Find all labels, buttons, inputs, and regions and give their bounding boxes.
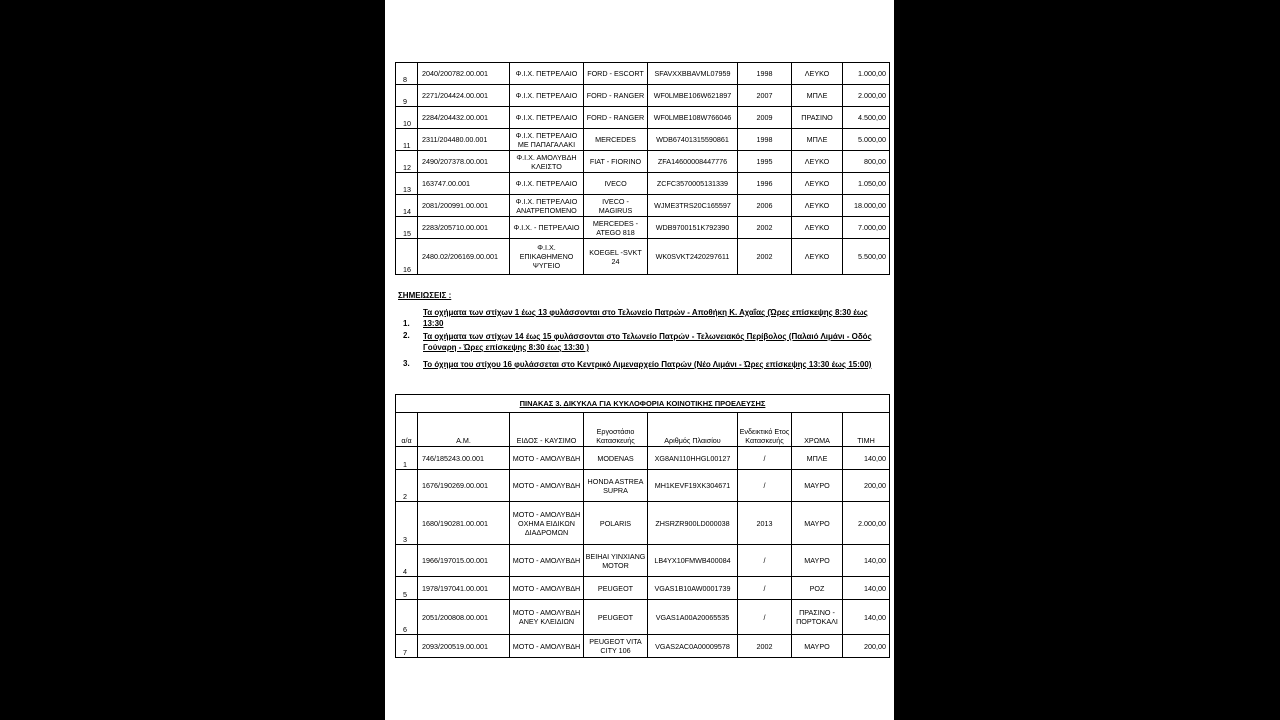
registration-number-cell: 2271/204424.00.001 <box>418 85 510 107</box>
color-cell: ΛΕΥΚΟ <box>792 195 843 217</box>
year-cell: / <box>738 447 792 470</box>
price-cell: 140,00 <box>843 545 890 577</box>
manufacturer-cell: MERCEDES <box>584 129 648 151</box>
chassis-number-cell: XG8AN110HHGL00127 <box>648 447 738 470</box>
motorcycle-row <box>396 470 890 502</box>
vehicle-row <box>396 195 890 217</box>
header-am: Α.Μ. <box>418 413 510 447</box>
price-cell: 800,00 <box>843 151 890 173</box>
color-cell: ΜΑΥΡΟ <box>792 470 843 502</box>
color-cell: ΜΠΛΕ <box>792 447 843 470</box>
vehicle-type-cell: Φ.Ι.Χ. ΠΕΤΡΕΛΑΙΟ <box>510 107 584 129</box>
price-cell: 7.000,00 <box>843 217 890 239</box>
vehicle-type-cell: Φ.Ι.Χ. ΕΠΙΚΑΘΗΜΕΝΟ ΨΥΓΕΙΟ <box>510 239 584 275</box>
year-cell: 2007 <box>738 85 792 107</box>
color-cell: ΜΑΥΡΟ <box>792 545 843 577</box>
manufacturer-cell: FORD - RANGER <box>584 85 648 107</box>
year-cell: 1996 <box>738 173 792 195</box>
chassis-number-cell: WF0LMBE108W766046 <box>648 107 738 129</box>
manufacturer-cell: KOEGEL -SVKT 24 <box>584 239 648 275</box>
manufacturer-cell: IVECO - MAGIRUS <box>584 195 648 217</box>
chassis-number-cell: SFAVXXBBAVML07959 <box>648 63 738 85</box>
motorcycles-table-body <box>396 447 890 658</box>
registration-number-cell: 2311/204480.00.001 <box>418 129 510 151</box>
year-cell: 2002 <box>738 239 792 275</box>
chassis-number-cell: WJME3TRS20C165597 <box>648 195 738 217</box>
table3-header-row <box>396 413 890 447</box>
motorcycle-row <box>396 545 890 577</box>
row-number-cell: 12 <box>396 151 418 173</box>
price-cell: 1.000,00 <box>843 63 890 85</box>
note-1-text: Τα οχήματα των στίχων 1 έως 13 φυλάσσονται στο Τελωνείο Πατρών - Αποθήκη Κ. Αχαΐας (Ώρες επίσκεψης 8:30 έως 13:30 <box>423 308 868 328</box>
chassis-number-cell: ZFA14600008447776 <box>648 151 738 173</box>
color-cell: ΠΡΑΣΙΝΟ <box>792 107 843 129</box>
row-number-cell: 10 <box>396 107 418 129</box>
registration-number-cell: 2283/205710.00.001 <box>418 217 510 239</box>
year-cell: / <box>738 577 792 600</box>
header-color: ΧΡΩΜΑ <box>792 413 843 447</box>
year-cell: / <box>738 600 792 635</box>
price-cell: 140,00 <box>843 577 890 600</box>
row-number-cell: 16 <box>396 239 418 275</box>
year-cell: 1995 <box>738 151 792 173</box>
vehicle-type-cell: ΜΟΤΟ - ΑΜΟΛΥΒΔΗ <box>510 470 584 502</box>
vehicle-type-cell: ΜΟΤΟ - ΑΜΟΛΥΒΔΗ <box>510 635 584 658</box>
chassis-number-cell: ZHSRZR900LD000038 <box>648 502 738 545</box>
price-cell: 5.500,00 <box>843 239 890 275</box>
vehicle-type-cell: Φ.Ι.Χ. ΠΕΤΡΕΛΑΙΟ ΑΝΑΤΡΕΠΟΜΕΝΟ <box>510 195 584 217</box>
chassis-number-cell: MH1KEVF19XK304671 <box>648 470 738 502</box>
chassis-number-cell: WK0SVKT2420297611 <box>648 239 738 275</box>
vehicle-type-cell: ΜΟΤΟ - ΑΜΟΛΥΒΔΗ ΟΧΗΜΑ ΕΙΔΙΚΩΝ ΔΙΑΔΡΟΜΩΝ <box>510 502 584 545</box>
vehicle-type-cell: Φ.Ι.Χ. - ΠΕΤΡΕΛΑΙΟ <box>510 217 584 239</box>
color-cell: ΜΑΥΡΟ <box>792 502 843 545</box>
chassis-number-cell: VGAS1A00A20065535 <box>648 600 738 635</box>
header-vin: Αριθμός Πλαισίου <box>648 413 738 447</box>
manufacturer-cell: MERCEDES - ATEGO 818 <box>584 217 648 239</box>
vehicles-table-continued <box>395 62 890 275</box>
color-cell: ΠΡΑΣΙΝΟ - ΠΟΡΤΟΚΑΛΙ <box>792 600 843 635</box>
year-cell: 1998 <box>738 129 792 151</box>
color-cell: ΡΟΖ <box>792 577 843 600</box>
year-cell: / <box>738 470 792 502</box>
vehicle-type-cell: ΜΟΤΟ - ΑΜΟΛΥΒΔΗ <box>510 545 584 577</box>
table3-caption: ΠΙΝΑΚΑΣ 3. ΔΙΚΥΚΛΑ ΓΙΑ ΚΥΚΛΟΦΟΡΙΑ ΚΟΙΝΟΤΙΚΗΣ ΠΡΟΕΛΕΥΣΗΣ <box>396 395 890 413</box>
vehicle-row <box>396 239 890 275</box>
registration-number-cell: 2051/200808.00.001 <box>418 600 510 635</box>
year-cell: 1998 <box>738 63 792 85</box>
vehicle-type-cell: Φ.Ι.Χ. ΑΜΟΛΥΒΔΗ ΚΛΕΙΣΤΟ <box>510 151 584 173</box>
price-cell: 2.000,00 <box>843 85 890 107</box>
note-3-text: Το όχημα του στίχου 16 φυλάσσεται στο Κεντρικό Λιμεναρχείο Πατρών (Νέο Λιμάνι - Ώρες επίσκεψης 13:30 έως 15:00) <box>423 360 872 369</box>
manufacturer-cell: FORD - RANGER <box>584 107 648 129</box>
manufacturer-cell: HONDA ASTREA SUPRA <box>584 470 648 502</box>
vehicle-row <box>396 85 890 107</box>
manufacturer-cell: FORD - ESCORT <box>584 63 648 85</box>
motorcycle-row <box>396 502 890 545</box>
row-number-cell: 11 <box>396 129 418 151</box>
price-cell: 2.000,00 <box>843 502 890 545</box>
color-cell: ΛΕΥΚΟ <box>792 173 843 195</box>
document-page <box>385 0 894 720</box>
chassis-number-cell: VGAS2AC0A00009578 <box>648 635 738 658</box>
notes-title: ΣΗΜΕΙΩΣΕΙΣ : <box>398 291 452 300</box>
chassis-number-cell: ZCFC3570005131339 <box>648 173 738 195</box>
row-number-cell: 1 <box>396 447 418 470</box>
row-number-cell: 14 <box>396 195 418 217</box>
manufacturer-cell: PEUGEOT <box>584 577 648 600</box>
price-cell: 200,00 <box>843 470 890 502</box>
header-aa: α/α <box>396 413 418 447</box>
registration-number-cell: 2040/200782.00.001 <box>418 63 510 85</box>
note-2-number: 2. <box>403 331 410 340</box>
year-cell: / <box>738 545 792 577</box>
row-number-cell: 4 <box>396 545 418 577</box>
motorcycle-row <box>396 577 890 600</box>
row-number-cell: 7 <box>396 635 418 658</box>
row-number-cell: 6 <box>396 600 418 635</box>
chassis-number-cell: WF0LMBE106W621897 <box>648 85 738 107</box>
year-cell: 2013 <box>738 502 792 545</box>
manufacturer-cell: POLARIS <box>584 502 648 545</box>
vehicle-type-cell: ΜΟΤΟ - ΑΜΟΛΥΒΔΗ <box>510 447 584 470</box>
color-cell: ΛΕΥΚΟ <box>792 151 843 173</box>
price-cell: 18.000,00 <box>843 195 890 217</box>
row-number-cell: 13 <box>396 173 418 195</box>
vehicle-type-cell: Φ.Ι.Χ. ΠΕΤΡΕΛΑΙΟ <box>510 63 584 85</box>
vehicle-row <box>396 151 890 173</box>
registration-number-cell: 2490/207378.00.001 <box>418 151 510 173</box>
manufacturer-cell: BEIHAI YINXIANG MOTOR <box>584 545 648 577</box>
manufacturer-cell: PEUGEOT <box>584 600 648 635</box>
vehicle-type-cell: Φ.Ι.Χ. ΠΕΤΡΕΛΑΙΟ <box>510 173 584 195</box>
row-number-cell: 8 <box>396 63 418 85</box>
motorcycle-row <box>396 635 890 658</box>
registration-number-cell: 1680/190281.00.001 <box>418 502 510 545</box>
registration-number-cell: 746/185243.00.001 <box>418 447 510 470</box>
row-number-cell: 3 <box>396 502 418 545</box>
row-number-cell: 9 <box>396 85 418 107</box>
header-type: ΕΙΔΟΣ - ΚΑΥΣΙΜΟ <box>510 413 584 447</box>
color-cell: ΛΕΥΚΟ <box>792 239 843 275</box>
year-cell: 2006 <box>738 195 792 217</box>
color-cell: ΛΕΥΚΟ <box>792 217 843 239</box>
vehicle-row <box>396 173 890 195</box>
registration-number-cell: 1966/197015.00.001 <box>418 545 510 577</box>
color-cell: ΜΑΥΡΟ <box>792 635 843 658</box>
header-price: ΤΙΜΗ <box>843 413 890 447</box>
price-cell: 140,00 <box>843 600 890 635</box>
manufacturer-cell: FIAT - FIORINO <box>584 151 648 173</box>
header-maker: Εργοστάσιο Κατασκευής <box>584 413 648 447</box>
year-cell: 2002 <box>738 635 792 658</box>
manufacturer-cell: IVECO <box>584 173 648 195</box>
registration-number-cell: 2093/200519.00.001 <box>418 635 510 658</box>
year-cell: 2009 <box>738 107 792 129</box>
vehicle-type-cell: Φ.Ι.Χ. ΠΕΤΡΕΛΑΙΟ ΜΕ ΠΑΠΑΓΑΛΑΚΙ <box>510 129 584 151</box>
price-cell: 140,00 <box>843 447 890 470</box>
price-cell: 1.050,00 <box>843 173 890 195</box>
registration-number-cell: 2284/204432.00.001 <box>418 107 510 129</box>
registration-number-cell: 163747.00.001 <box>418 173 510 195</box>
motorcycles-table <box>395 394 890 658</box>
price-cell: 5.000,00 <box>843 129 890 151</box>
price-cell: 4.500,00 <box>843 107 890 129</box>
color-cell: ΜΠΛΕ <box>792 129 843 151</box>
chassis-number-cell: WDB67401315590861 <box>648 129 738 151</box>
registration-number-cell: 2081/200991.00.001 <box>418 195 510 217</box>
row-number-cell: 5 <box>396 577 418 600</box>
vehicle-type-cell: ΜΟΤΟ - ΑΜΟΛΥΒΔΗ ΑΝΕΥ ΚΛΕΙΔΙΩΝ <box>510 600 584 635</box>
chassis-number-cell: VGAS1B10AW0001739 <box>648 577 738 600</box>
vehicles-table-body <box>396 63 890 275</box>
motorcycle-row <box>396 600 890 635</box>
vehicle-row <box>396 107 890 129</box>
chassis-number-cell: LB4YX10FMWB400084 <box>648 545 738 577</box>
vehicle-type-cell: Φ.Ι.Χ. ΠΕΤΡΕΛΑΙΟ <box>510 85 584 107</box>
note-1-number: 1. <box>403 319 410 328</box>
vehicle-type-cell: ΜΟΤΟ - ΑΜΟΛΥΒΔΗ <box>510 577 584 600</box>
registration-number-cell: 1978/197041.00.001 <box>418 577 510 600</box>
vehicle-row <box>396 129 890 151</box>
row-number-cell: 15 <box>396 217 418 239</box>
note-3-number: 3. <box>403 359 410 368</box>
year-cell: 2002 <box>738 217 792 239</box>
manufacturer-cell: PEUGEOT VITA CITY 106 <box>584 635 648 658</box>
note-2-text: Τα οχήματα των στίχων 14 έως 15 φυλάσσονται στο Τελωνείο Πατρών - Τελωνειακός Περίβολος (Παλαιό Λιμάνι - Οδός Γούναρη - Ώρες επίσκεψης 8:30 έως 13:30 ) <box>423 332 872 352</box>
header-year: Ενδεικτικό Ετος Κατασκευής <box>738 413 792 447</box>
registration-number-cell: 1676/190269.00.001 <box>418 470 510 502</box>
vehicle-row <box>396 217 890 239</box>
color-cell: ΛΕΥΚΟ <box>792 63 843 85</box>
vehicle-row <box>396 63 890 85</box>
price-cell: 200,00 <box>843 635 890 658</box>
row-number-cell: 2 <box>396 470 418 502</box>
manufacturer-cell: MODENAS <box>584 447 648 470</box>
registration-number-cell: 2480.02/206169.00.001 <box>418 239 510 275</box>
color-cell: ΜΠΛΕ <box>792 85 843 107</box>
motorcycle-row <box>396 447 890 470</box>
chassis-number-cell: WDB9700151K792390 <box>648 217 738 239</box>
